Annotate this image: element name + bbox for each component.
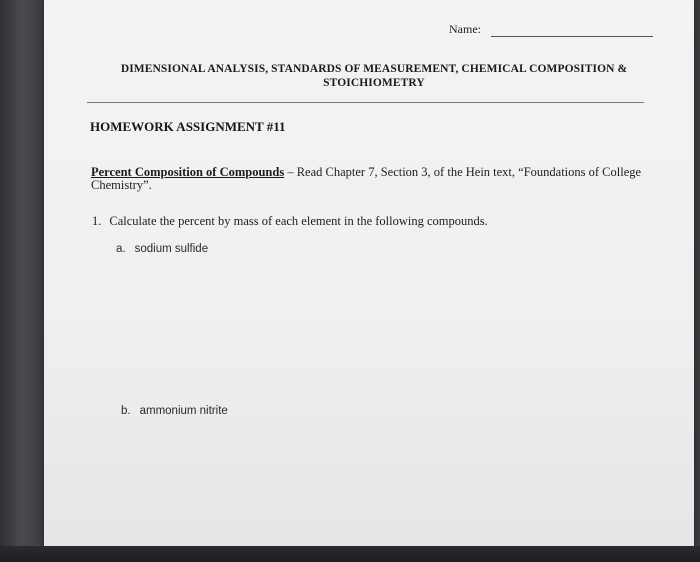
part-a-letter: a.: [116, 243, 126, 255]
document-title: [114, 62, 634, 90]
name-field-row: [449, 22, 653, 37]
intro-paragraph: [91, 166, 651, 192]
assignment-heading: HOMEWORK ASSIGNMENT #11: [90, 119, 286, 134]
bottom-edge-shadow: [0, 546, 700, 562]
intro-text: Read Chapter 7, Section 3, of the Hein text, “Foundations of College Chemistry”.: [91, 165, 642, 192]
name-label: Name:: [449, 22, 481, 36]
part-b-text: ammonium nitrite: [139, 405, 228, 417]
question-part-a: [116, 243, 208, 255]
part-a-text: sodium sulfide: [134, 243, 209, 255]
worksheet-page: [44, 0, 694, 548]
name-blank-line: [491, 24, 653, 37]
question-text: Calculate the percent by mass of each element in the following compounds.: [109, 214, 488, 228]
title-line-1: DIMENSIONAL ANALYSIS, STANDARDS OF MEASUREMENT, CHEMICAL COMPOSITION &: [120, 63, 628, 75]
topic-separator: –: [284, 165, 297, 179]
part-b-letter: b.: [121, 405, 131, 417]
question-1: [92, 214, 488, 229]
title-line-2: STOICHIOMETRY: [323, 77, 425, 89]
question-number: 1.: [92, 214, 102, 228]
title-divider: [87, 102, 644, 103]
question-part-b: [121, 405, 228, 417]
topic-title: Percent Composition of Compounds: [91, 165, 285, 179]
